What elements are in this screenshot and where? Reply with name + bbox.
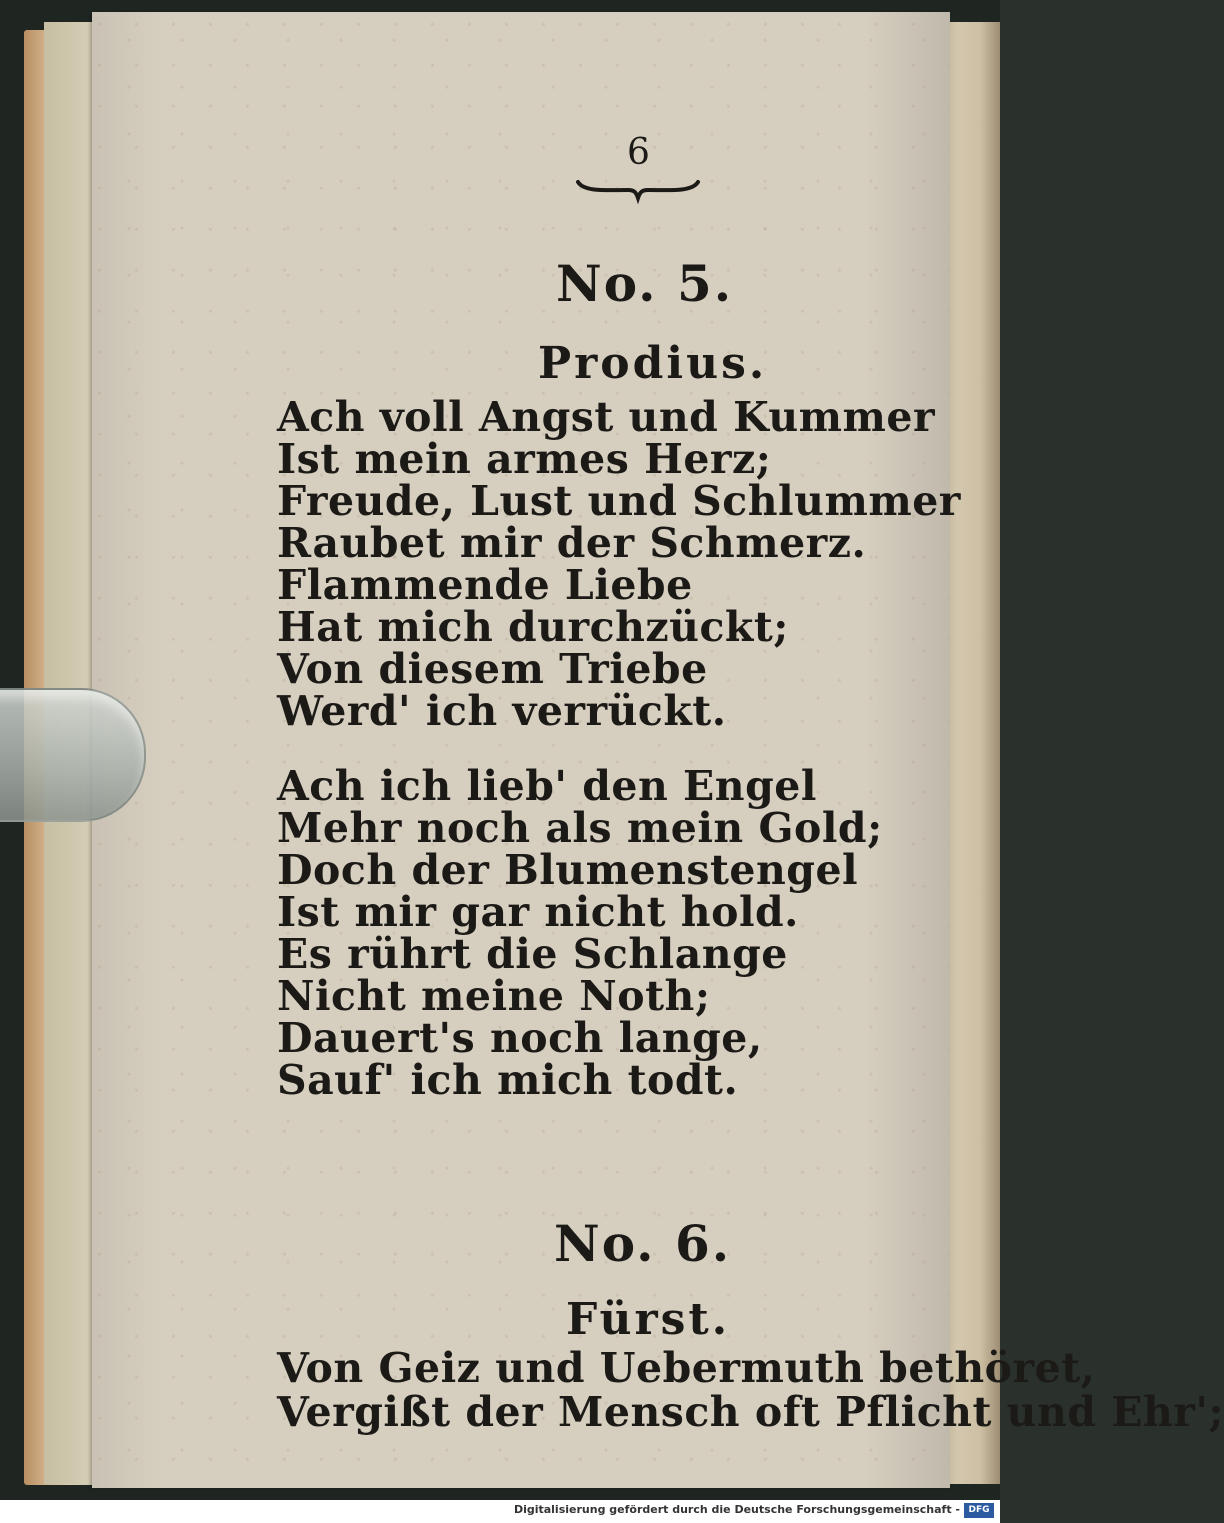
stanza-2: [277, 762, 883, 1104]
verse-line: Raubet mir der Schmerz.: [277, 519, 867, 567]
verse-line: Freude, Lust und Schlummer: [277, 477, 961, 525]
verse-line: Ach voll Angst und Kummer: [277, 393, 936, 441]
section-heading-no6: No. 6.: [554, 1214, 732, 1273]
verse-line: Nicht meine Noth;: [277, 972, 711, 1020]
verse-line: Ach ich lieb' den Engel: [277, 762, 817, 810]
verse-line: Werd' ich verrückt.: [277, 687, 727, 735]
ornamental-brace: [576, 178, 700, 202]
verse-line: Von Geiz und Uebermuth bethöret,: [277, 1344, 1096, 1392]
verse-line: Mehr noch als mein Gold;: [277, 804, 883, 852]
dfg-logo-icon: DFG: [964, 1503, 994, 1518]
verse-line: Sauf' ich mich todt.: [277, 1056, 739, 1104]
stanza-3: [277, 1346, 1224, 1434]
page-number: 6: [627, 132, 650, 173]
stanza-1: [277, 393, 961, 735]
verse-line: Ist mein armes Herz;: [277, 435, 772, 483]
verse-line: Dauert's noch lange,: [277, 1014, 763, 1062]
footer-bar: [0, 1500, 1000, 1523]
page-holder-clip: [0, 688, 146, 822]
speaker-name-prodius: Prodius.: [538, 338, 768, 389]
verse-line: Vergißt der Mensch oft Pflicht und Ehr';: [277, 1388, 1224, 1436]
verse-line: Von diesem Triebe: [277, 645, 708, 693]
verse-line: Flammende Liebe: [277, 561, 693, 609]
verse-line: Doch der Blumenstengel: [277, 846, 859, 894]
paper-page: [92, 12, 1224, 1488]
funding-notice: Digitalisierung gefördert durch die Deutsche Forschungsgemeinschaft -: [513, 1503, 960, 1516]
speaker-name-fuerst: Fürst.: [566, 1294, 731, 1345]
verse-line: Ist mir gar nicht hold.: [277, 888, 799, 936]
verse-line: Es rührt die Schlange: [277, 930, 788, 978]
verse-line: Hat mich durchzückt;: [277, 603, 789, 651]
section-heading-no5: No. 5.: [556, 254, 734, 313]
